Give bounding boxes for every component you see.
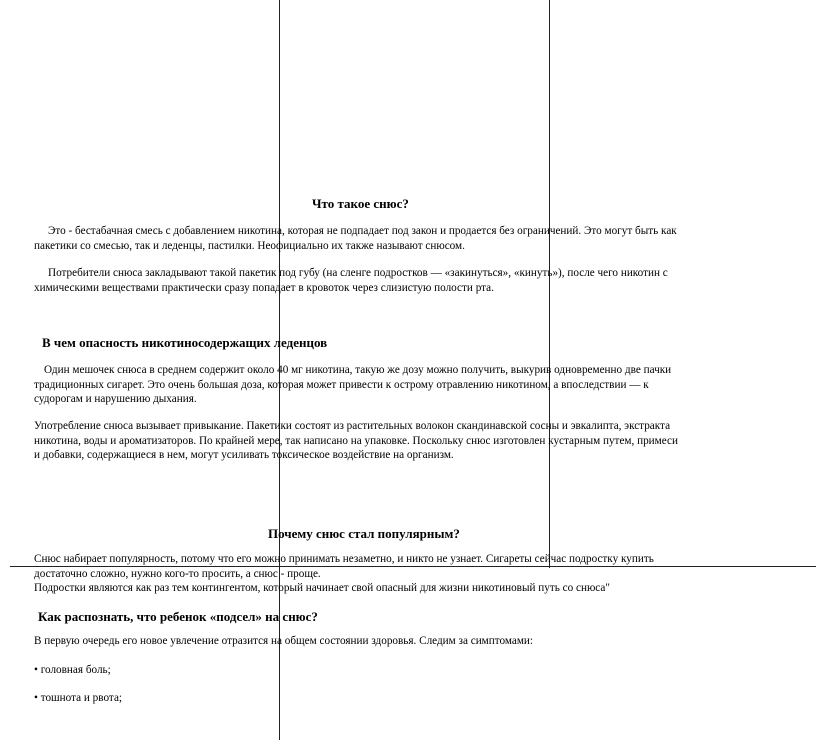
text-line: судорогам и нарушению дыхания.	[34, 393, 197, 406]
text-line: Подростки являются как раз тем контингентом, который начинает свой опасный для жизни никотиновый путь со снюса"	[34, 582, 610, 595]
text-line: Потребители снюса закладывают такой пакетик под губу (на сленге подростков — «закинуться», «кинуть»), после чего никотин с	[48, 267, 668, 279]
text-line: Употребление снюса вызывает привыкание. Пакетики состоят из растительных волокон скандинавской сосны и эвкалипта, экстракта	[34, 420, 671, 432]
text-line: Это - бестабачная смесь с добавлением никотина, которая не подпадает под закон и продается без ограничений. Это могут быть как	[48, 225, 677, 237]
paragraph-usage	[34, 266, 698, 295]
text-line: пакетики со смесью, так и леденцы, пастилки. Неофициально их также называют снюсом.	[34, 239, 465, 252]
heading-what-is-snus: Что такое снюс?	[312, 196, 409, 211]
paragraph-popularity	[34, 552, 698, 596]
heading-danger: В чем опасность никотиносодержащих леденцов	[42, 335, 328, 350]
text-line: никотина, воды и ароматизаторов. По крайней мере, так написано на упаковке. Поскольку снюс изготовлен кустарным путем, примеси	[34, 434, 678, 447]
list-item-headache: • головная боль;	[34, 664, 111, 676]
text-line: химическими веществами практически сразу попадает в кровоток через слизистую полости рта.	[34, 281, 494, 294]
paragraph-nicotine-dose	[34, 363, 698, 407]
paragraph-definition	[34, 224, 698, 253]
text-line: и добавки, содержащиеся в нем, могут усиливать токсическое воздействие на организм.	[34, 449, 454, 462]
heading-popularity: Почему снюс стал популярным?	[268, 526, 460, 541]
paragraph-addiction	[34, 419, 698, 463]
list-item-nausea: • тошнота и рвота;	[34, 692, 123, 704]
text-line: Снюс набирает популярность, потому что его можно принимать незаметно, и никто не узнает. Сигареты сейчас подростку купить	[34, 553, 654, 565]
text-line: традиционных сигарет. Это очень большая доза, которая может привести к острому отравлению никотином, а впоследствии — к	[34, 378, 649, 391]
text-line: Один мешочек снюса в среднем содержит около 40 мг никотина, такую же дозу можно получить, выкурив одновременно две пачки	[44, 364, 672, 376]
paragraph-symptoms-intro: В первую очередь его новое увлечение отразится на общем состоянии здоровья. Следим за симптомами:	[34, 635, 534, 647]
heading-how-to-recognize: Как распознать, что ребенок «подсел» на снюс?	[38, 609, 318, 624]
text-line: достаточно сложно, нужно кого-то просить, а снюс - проще.	[34, 567, 321, 580]
